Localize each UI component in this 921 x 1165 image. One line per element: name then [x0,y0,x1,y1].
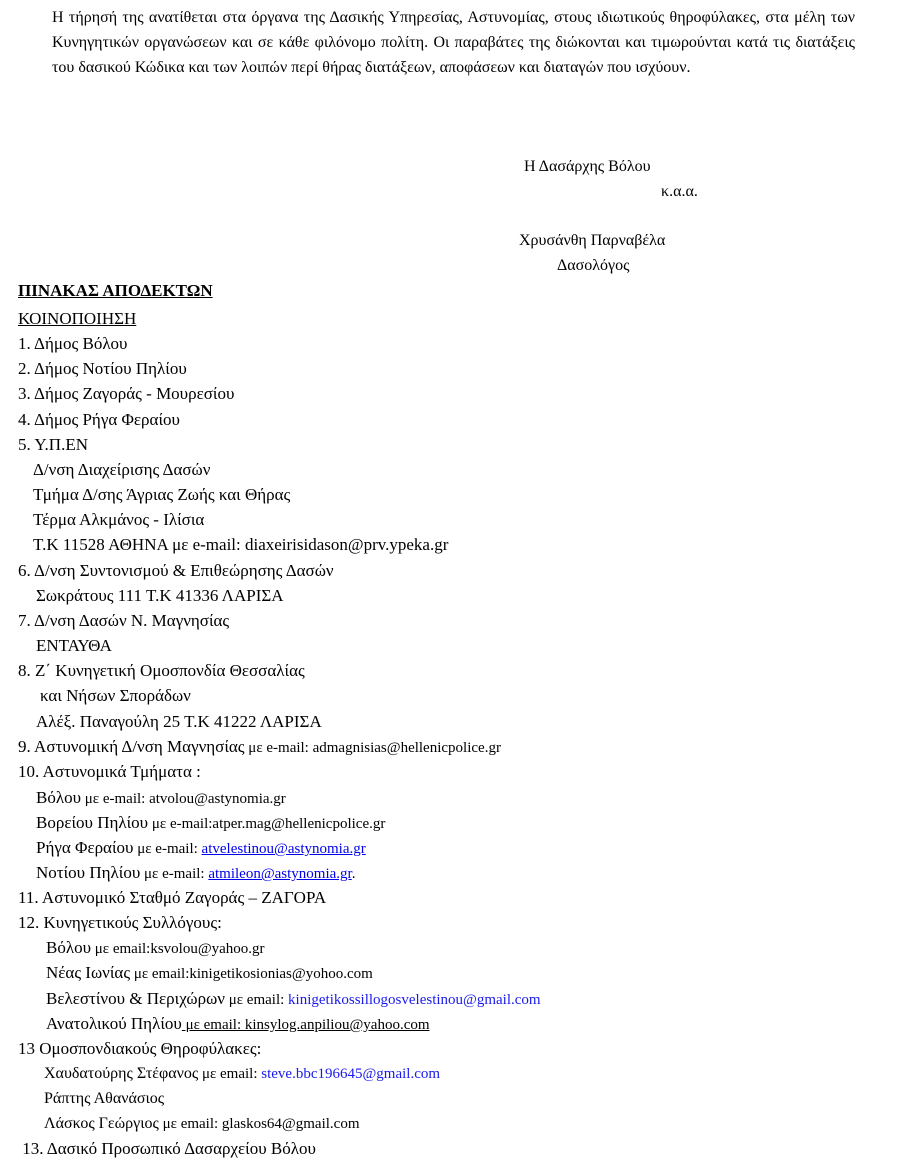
recipient-4: 4. Δήμος Ρήγα Φεραίου [18,410,180,429]
recipient-5: 5. Υ.Π.ΕΝ [18,435,88,454]
recipient-10-line-c [36,837,366,860]
recipient-10: 10. Αστυνομικά Τμήματα : [18,762,201,781]
recipient-1: 1. Δήμος Βόλου [18,334,128,353]
recipient-2: 2. Δήμος Νοτίου Πηλίου [18,359,187,378]
recipient-7: 7. Δ/νση Δασών Ν. Μαγνησίας [18,611,230,630]
recipient-5-line-c: Τέρμα Αλκμάνος - Ιλίσια [33,510,205,529]
recipient-9 [18,736,501,759]
recipient-12-line-d [46,1013,430,1036]
recipient-5-email: e-mail: diaxeirisidason@prv.ypeka.gr [192,535,449,554]
recipient-10d-email-link[interactable]: atmileon@astynomia.gr [208,866,352,882]
recipient-12c-name: Βελεστίνου & Περιχώρων [46,989,225,1008]
recipient-5-line-b: Τμήμα Δ/σης Άγριας Ζωής και Θήρας [33,485,291,504]
recipient-8-line-a: και Νήσων Σποράδων [40,686,191,705]
recipient-10c-email-link[interactable]: atvelestinou@astynomia.gr [201,841,366,857]
recipient-12-line-c [46,988,541,1011]
recipient-12b-email: με email:kinigetikosionias@yohoo.com [130,966,373,982]
recipient-12c-label: με email: [224,992,289,1008]
recipient-10d-name: Νοτίου Πηλίου [36,863,141,882]
signature-role: Δασολόγος [557,257,630,274]
signature-title: Η Δασάρχης Βόλου [524,158,651,175]
recipient-8-line-b: Αλέξ. Παναγούλη 25 Τ.Κ 41222 ΛΑΡΙΣΑ [36,712,322,731]
recipient-5-address: Τ.Κ 11528 ΑΘΗΝΑ με [33,535,193,554]
recipient-5-line-d [33,534,448,556]
recipient-12c-email[interactable]: kinigetikossillogosvelestinou@gmail.com [288,992,541,1008]
recipients-subheading: ΚΟΙΝΟΠΟΙΗΣΗ [18,309,137,328]
signature-name: Χρυσάνθη Παρναβέλα [519,232,666,249]
recipient-12d-name: Ανατολικού Πηλίου [46,1014,182,1033]
recipient-10-line-b [36,812,385,835]
recipient-13a-email[interactable]: steve.bbc196645@gmail.com [261,1066,441,1082]
recipient-6: 6. Δ/νση Συντονισμού & Επιθεώρησης Δασών [18,561,334,580]
recipient-13c-email: με email: glaskos64@gmail.com [158,1116,360,1132]
recipient-10a-email: με e-mail: atvolou@astynomia.gr [81,791,286,807]
recipient-10b-email: με e-mail:atper.mag@hellenicpolice.gr [148,816,386,832]
recipient-9-email: με e-mail: admagnisias@hellenicpolice.gr [244,740,501,756]
recipient-13-line-b: Ράπτης Αθανάσιος [44,1090,165,1107]
recipient-12-line-b [46,962,373,985]
recipient-10c-label: με e-mail: [133,841,202,857]
recipient-9-name: 9. Αστυνομική Δ/νση Μαγνησίας [18,737,245,756]
recipient-13-line-a [44,1063,440,1085]
recipient-13-line-c [44,1113,359,1135]
recipient-12a-name: Βόλου [46,938,91,957]
recipient-6-line-a: Σωκράτους 111 Τ.Κ 41336 ΛΑΡΙΣΑ [36,586,284,605]
recipients-heading: ΠΙΝΑΚΑΣ ΑΠΟΔΕΚΤΩΝ [18,281,213,300]
recipient-12d-email[interactable]: με email: kinsylog.anpiliou@yahoo.com [181,1017,430,1033]
recipient-13: 13 Ομοσπονδιακούς Θηροφύλακες: [18,1039,262,1058]
recipient-13c-name: Λάσκος Γεώργιος [44,1115,159,1132]
recipient-13a-label: με email: [198,1066,262,1082]
recipient-13a-name: Χαυδατούρης Στέφανος [44,1065,199,1082]
recipient-10d-label: με e-mail: [140,866,209,882]
recipient-11: 11. Αστυνομικό Σταθμό Ζαγοράς – ΖΑΓΟΡΑ [18,888,327,907]
closing-paragraph: Η τήρησή της ανατίθεται στα όργανα της Δασικής Υπηρεσίας, Αστυνομίας, στους ιδιωτικούς θηροφύλακες, στα μέλη των Κυνηγητικών οργανώσεων και σε κάθε φιλόνομο πολίτη. Οι παραβάτες της διώκονται και τιμωρούνται κατά τις διατάξεις του δασικού Κώδικα και των λοιπών περί θήρας διατάξεων, αποφάσεων και διαταγών που ισχύουν. [52,9,855,76]
recipient-10c-name: Ρήγα Φεραίου [36,838,134,857]
recipient-10d-period: . [351,866,356,882]
recipient-10-line-d [36,862,355,885]
recipient-3: 3. Δήμος Ζαγοράς - Μουρεσίου [18,384,235,403]
recipient-10a-name: Βόλου [36,788,81,807]
recipient-12b-name: Νέας Ιωνίας [46,963,131,982]
recipient-12: 12. Κυνηγετικούς Συλλόγους: [18,913,222,932]
recipient-5-line-a: Δ/νση Διαχείρισης Δασών [33,460,211,479]
recipient-12a-email: με email:ksvolou@yahoo.gr [91,941,265,957]
recipient-14: 13. Δασικό Προσωπικό Δασαρχείου Βόλου [18,1139,316,1158]
recipient-10-line-a [36,787,286,810]
recipient-12-line-a [46,937,265,960]
recipient-8: 8. Ζ΄ Κυνηγετική Ομοσπονδία Θεσσαλίας [18,661,305,680]
signature-kaa: κ.α.α. [661,183,698,200]
recipient-7-line-a: ΕΝΤΑΥΘΑ [36,636,112,655]
recipient-10b-name: Βορείου Πηλίου [36,813,149,832]
